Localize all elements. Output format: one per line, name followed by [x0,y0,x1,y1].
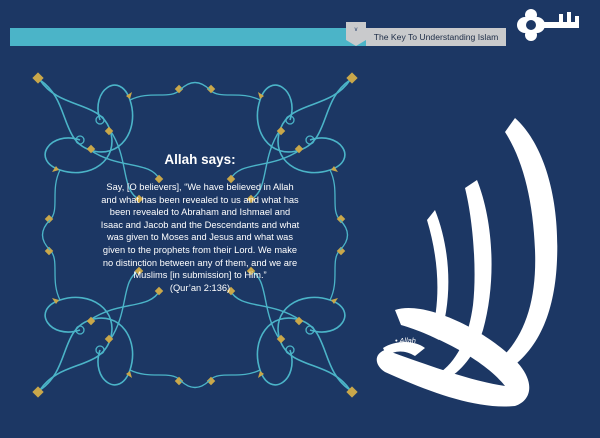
allah-calligraphy-icon [365,110,585,410]
header-title-box [366,28,506,46]
quote-reference: (Qur’an 2:136) [169,282,231,293]
calligraphy-caption: • Allah [395,336,416,345]
page-number: v [354,27,358,33]
quote-body: Say, [O believers], “We have believed in Allah and what has been revealed to us and what has been revealed to Abraham and Ishmael and Isaac and Jacob and the Descendants and what was given to Moses and Jesus and what was given to the prophets from their Lord. We make no distinction between any of them, and we are Muslims [in submission] to Him.” [100,182,300,281]
header-title: The Key To Understanding Islam [373,32,499,42]
page-tab-icon [346,22,366,46]
key-logo-icon [515,8,585,42]
quote-heading: Allah says: [164,152,236,167]
quote-block [100,152,300,294]
